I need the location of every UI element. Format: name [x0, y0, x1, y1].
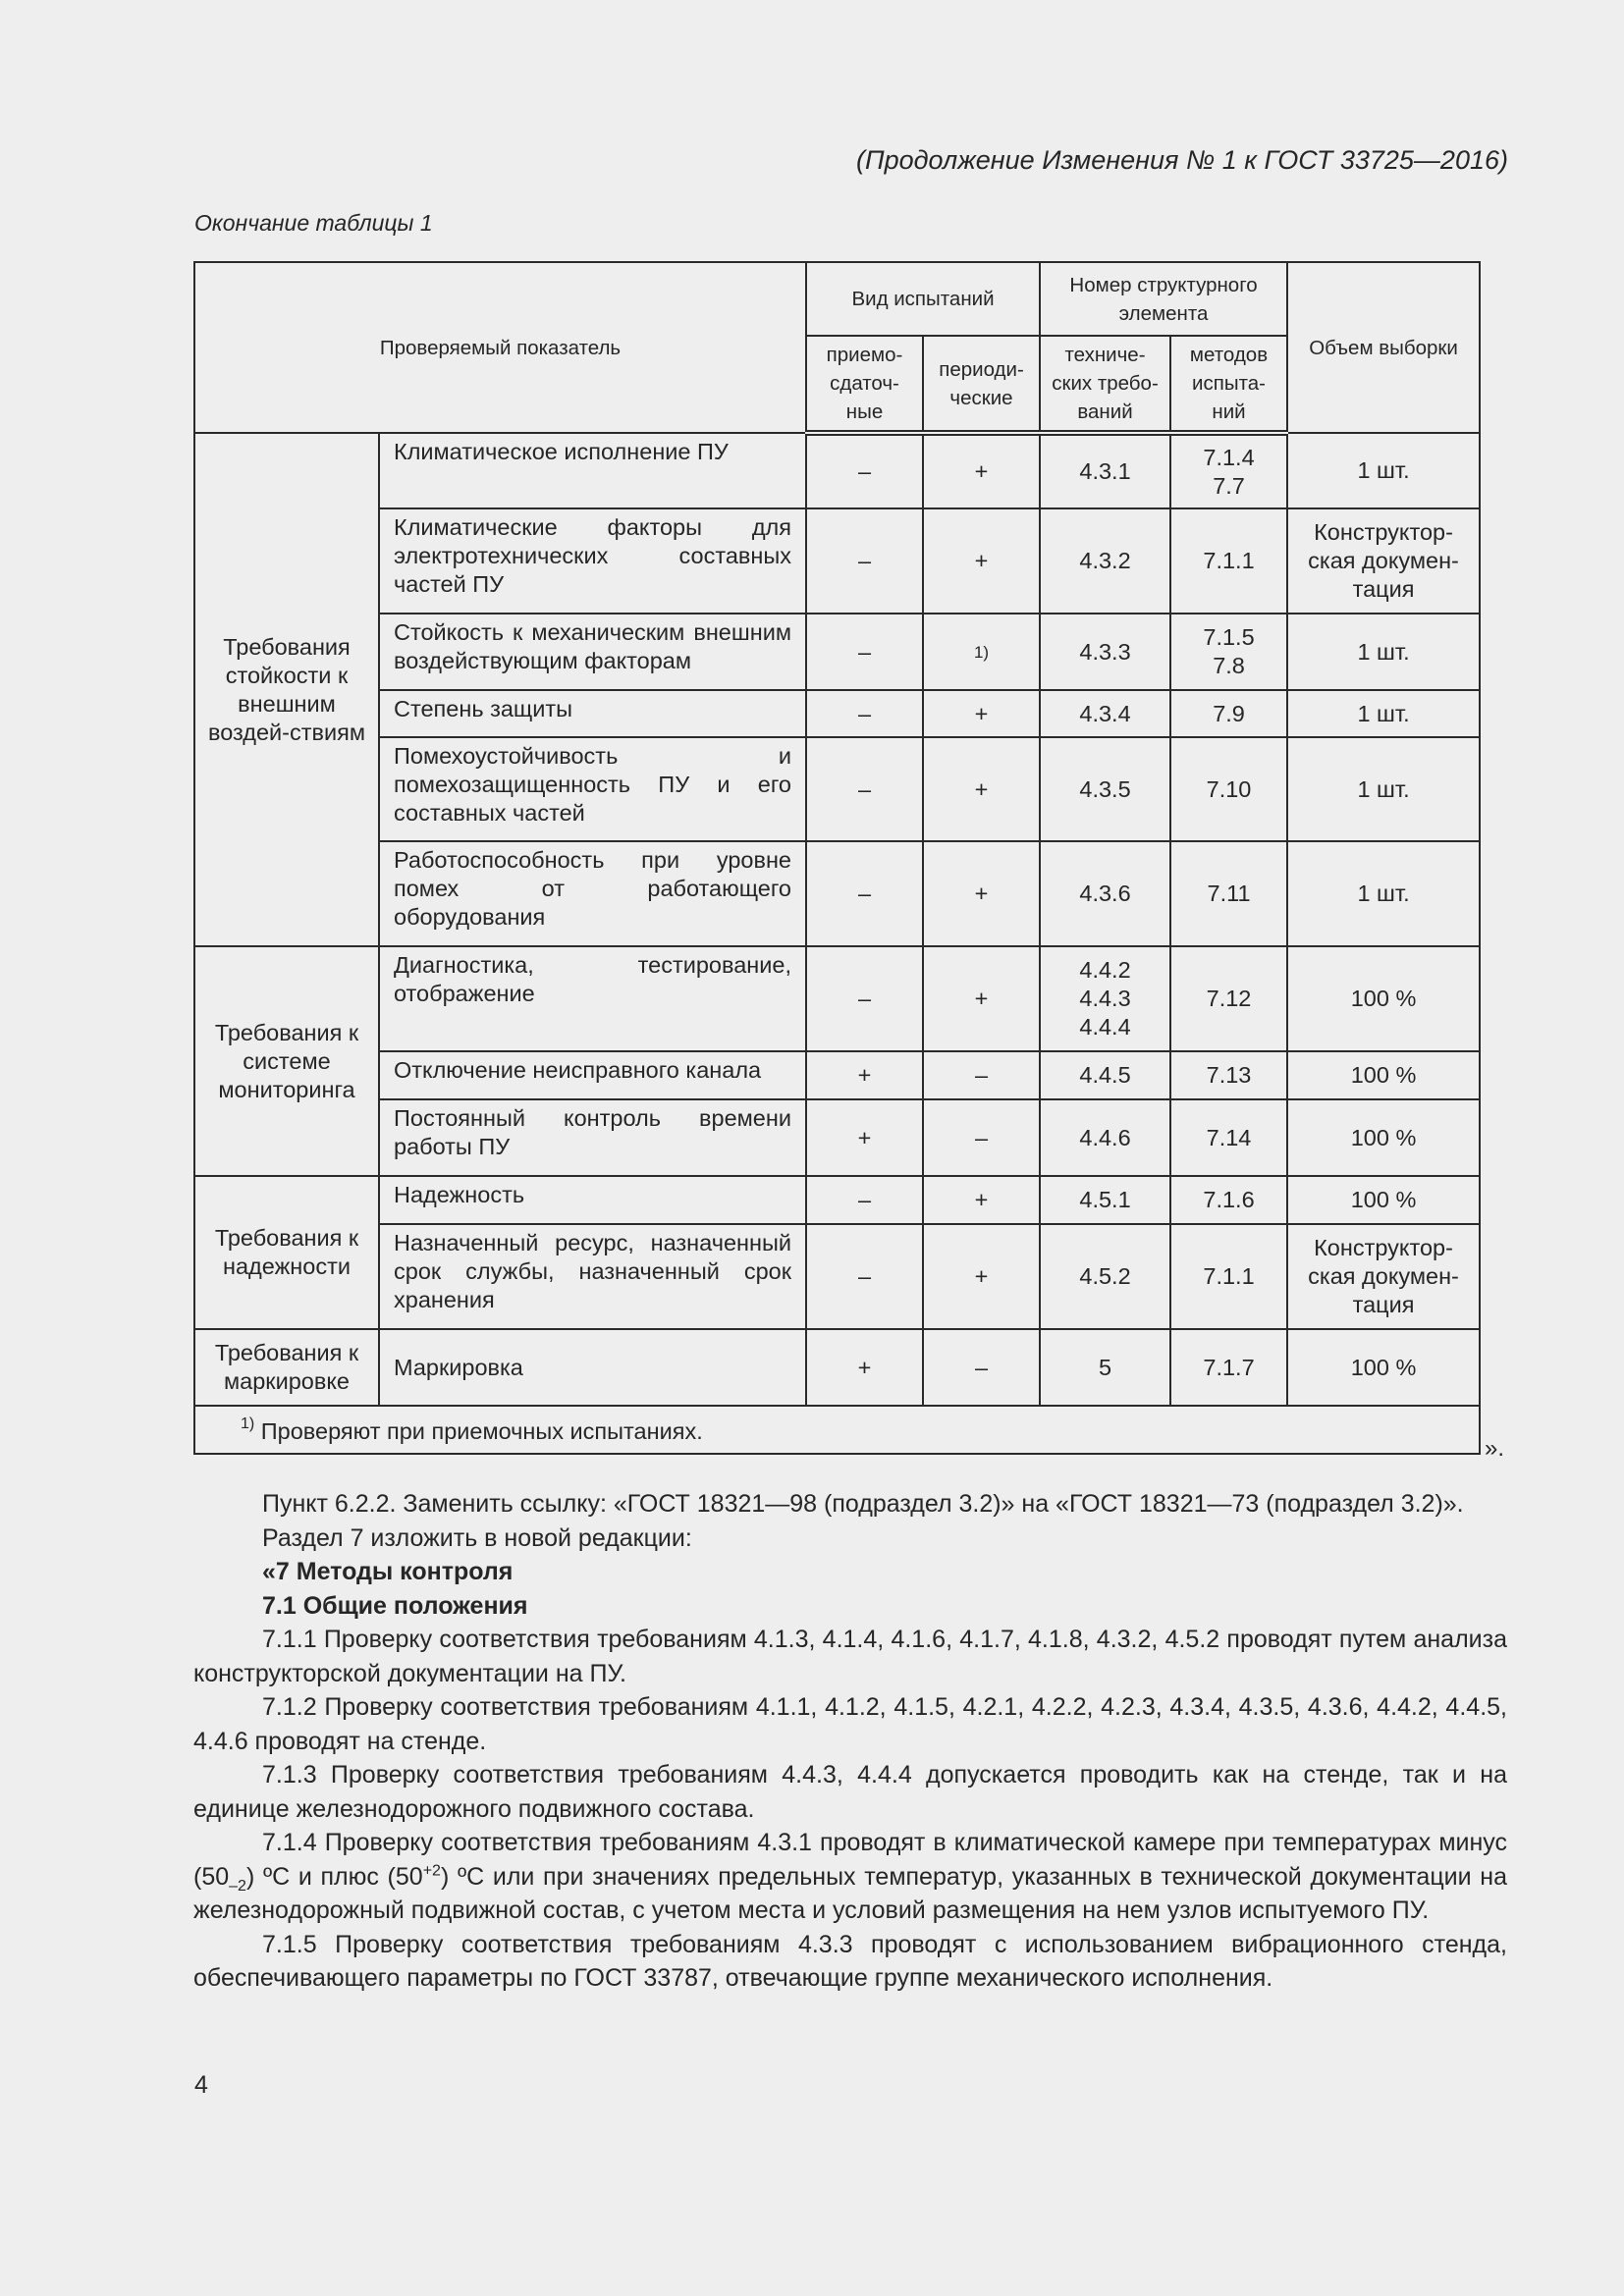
- header-test-type: Вид испытаний: [806, 262, 1040, 336]
- indicator-cell: Стойкость к механическим внешним воздействующим факторам: [379, 614, 806, 690]
- table-row: [194, 508, 1480, 614]
- table-row: [194, 737, 1480, 841]
- periodic-cell: –: [923, 1099, 1040, 1176]
- table-row: [194, 1329, 1480, 1406]
- periodic-cell: 1): [923, 614, 1040, 690]
- indicator-cell: Диагностика, тестирование, отображение: [379, 946, 806, 1051]
- acceptance-cell: +: [806, 1329, 923, 1406]
- paragraph: 7.1.3 Проверку соответствия требованиям 4.4.3, 4.4.4 допускается проводить как на стенде, так и на единице железнодорожного подвижного состава.: [193, 1761, 1507, 1823]
- sample-cell: 100 %: [1287, 1176, 1480, 1224]
- sample-cell: 100 %: [1287, 1329, 1480, 1406]
- table-caption: Окончание таблицы 1: [194, 210, 433, 236]
- tech-cell: 4.3.4: [1040, 690, 1170, 737]
- body-text: [193, 1487, 1507, 1996]
- acceptance-cell: –: [806, 737, 923, 841]
- acceptance-cell: –: [806, 433, 923, 508]
- acceptance-cell: –: [806, 1224, 923, 1329]
- header-element-number: Номер структурного элемента: [1040, 262, 1287, 336]
- acceptance-cell: –: [806, 841, 923, 946]
- table-row: [194, 946, 1480, 1051]
- methods-cell: 7.1.6: [1170, 1176, 1287, 1224]
- text-fragment: 7.1.4 Проверку соответствия требованиям 4.3.1 проводят в климатической камере при температурах минус (50: [193, 1829, 1507, 1891]
- subscript: –2: [229, 1877, 246, 1895]
- sample-cell: 100 %: [1287, 1099, 1480, 1176]
- subsection-heading: 7.1 Общие положения: [262, 1591, 528, 1620]
- sample-cell: 1 шт.: [1287, 433, 1480, 508]
- tech-cell: 4.5.1: [1040, 1176, 1170, 1224]
- tech-cell: 4.4.2 4.4.3 4.4.4: [1040, 946, 1170, 1051]
- tech-cell: 5: [1040, 1329, 1170, 1406]
- table-row: [194, 1176, 1480, 1224]
- running-head: (Продолжение Изменения № 1 к ГОСТ 33725—2016): [856, 145, 1508, 175]
- sample-cell: 100 %: [1287, 946, 1480, 1051]
- sample-cell: 1 шт.: [1287, 841, 1480, 946]
- group-cell: Требования к маркировке: [194, 1329, 379, 1406]
- periodic-cell: +: [923, 841, 1040, 946]
- tech-cell: 4.4.6: [1040, 1099, 1170, 1176]
- page-number: 4: [194, 2071, 208, 2099]
- indicator-cell: Климатические факторы для электротехнических составных частей ПУ: [379, 508, 806, 614]
- methods-cell: 7.1.1: [1170, 508, 1287, 614]
- methods-cell: 7.13: [1170, 1051, 1287, 1099]
- indicator-cell: Работоспособность при уровне помех от работающего оборудования: [379, 841, 806, 946]
- acceptance-cell: –: [806, 508, 923, 614]
- footnote-text: Проверяют при приемочных испытаниях.: [260, 1417, 703, 1444]
- paragraph: 7.1.1 Проверку соответствия требованиям 4.1.3, 4.1.4, 4.1.6, 4.1.7, 4.1.8, 4.3.2, 4.5.2 проводят путем анализа конструкторской документации на ПУ.: [193, 1626, 1507, 1687]
- header-element-tech: техниче- ских требо- ваний: [1040, 336, 1170, 433]
- periodic-cell: +: [923, 508, 1040, 614]
- periodic-cell: +: [923, 1176, 1040, 1224]
- table-row: [194, 433, 1480, 508]
- header-test-acceptance: приемо- сдаточ- ные: [806, 336, 923, 433]
- table-row: [194, 841, 1480, 946]
- indicator-cell: Постоянный контроль времени работы ПУ: [379, 1099, 806, 1176]
- section-heading: «7 Методы контроля: [262, 1558, 514, 1585]
- tech-cell: 4.4.5: [1040, 1051, 1170, 1099]
- sample-cell: 1 шт.: [1287, 614, 1480, 690]
- acceptance-cell: –: [806, 946, 923, 1051]
- paragraph: 7.1.5 Проверку соответствия требованиям 4.3.3 проводят с использованием вибрационного стенда, обеспечивающего параметры по ГОСТ 33787, отвечающие группе механического исполнения.: [193, 1930, 1507, 1992]
- periodic-cell: +: [923, 946, 1040, 1051]
- methods-cell: 7.1.4 7.7: [1170, 433, 1287, 508]
- paragraph: 7.1.2 Проверку соответствия требованиям 4.1.1, 4.1.2, 4.1.5, 4.2.1, 4.2.2, 4.2.3, 4.3.4, 4.3.5, 4.3.6, 4.4.2, 4.4.5, 4.4.6 проводят на стенде.: [193, 1693, 1507, 1755]
- methods-cell: 7.1.1: [1170, 1224, 1287, 1329]
- periodic-cell: +: [923, 690, 1040, 737]
- superscript: +2: [422, 1862, 441, 1880]
- sample-cell: 1 шт.: [1287, 737, 1480, 841]
- tech-cell: 4.3.6: [1040, 841, 1170, 946]
- tech-cell: 4.3.2: [1040, 508, 1170, 614]
- group-cell: Требования к надежности: [194, 1176, 379, 1329]
- indicator-cell: Помехоустойчивость и помехозащищенность ПУ и его составных частей: [379, 737, 806, 841]
- tech-cell: 4.5.2: [1040, 1224, 1170, 1329]
- sample-cell: 100 %: [1287, 1051, 1480, 1099]
- table-row: [194, 1099, 1480, 1176]
- header-test-periodic: периоди- ческие: [923, 336, 1040, 433]
- tech-cell: 4.3.5: [1040, 737, 1170, 841]
- close-quote: ».: [1485, 1435, 1505, 1462]
- indicator-cell: Назначенный ресурс, назначенный срок службы, назначенный срок хранения: [379, 1224, 806, 1329]
- text-fragment: ) ºС или при значениях предельных температур, указанных в технической документации на железнодорожный подвижной состав, с учетом места и условий размещения на нем узлов испытуемого ПУ.: [193, 1862, 1507, 1924]
- table-row: [194, 614, 1480, 690]
- methods-cell: 7.14: [1170, 1099, 1287, 1176]
- paragraph: Пункт 6.2.2. Заменить ссылку: «ГОСТ 18321—98 (подраздел 3.2)» на «ГОСТ 18321—73 (подраздел 3.2)».: [262, 1490, 1464, 1518]
- text-fragment: ) ºС и плюс (50: [245, 1862, 423, 1891]
- acceptance-cell: –: [806, 690, 923, 737]
- methods-cell: 7.1.5 7.8: [1170, 614, 1287, 690]
- group-cell: Требования стойкости к внешним воздей-ствиям: [194, 433, 379, 946]
- indicator-cell: Маркировка: [379, 1329, 806, 1406]
- acceptance-cell: +: [806, 1099, 923, 1176]
- periodic-cell: +: [923, 1224, 1040, 1329]
- acceptance-cell: +: [806, 1051, 923, 1099]
- periodic-cell: +: [923, 737, 1040, 841]
- table-row: [194, 1051, 1480, 1099]
- tech-cell: 4.3.1: [1040, 433, 1170, 508]
- indicator-cell: Надежность: [379, 1176, 806, 1224]
- footnote-mark: 1): [241, 1415, 255, 1433]
- table-row: [194, 1224, 1480, 1329]
- paragraph-temperature: [193, 1826, 1507, 1928]
- table-row: [194, 690, 1480, 737]
- acceptance-cell: –: [806, 1176, 923, 1224]
- header-indicator: Проверяемый показатель: [194, 262, 806, 433]
- acceptance-cell: –: [806, 614, 923, 690]
- paragraph: Раздел 7 изложить в новой редакции:: [262, 1523, 692, 1552]
- periodic-cell: –: [923, 1051, 1040, 1099]
- indicator-cell: Климатическое исполнение ПУ: [379, 433, 806, 508]
- sample-cell: Конструктор- ская докумен- тация: [1287, 508, 1480, 614]
- indicator-cell: Степень защиты: [379, 690, 806, 737]
- footnote-row: [194, 1406, 1480, 1454]
- test-table: [193, 261, 1481, 1455]
- indicator-cell: Отключение неисправного канала: [379, 1051, 806, 1099]
- header-element-methods: методов испыта- ний: [1170, 336, 1287, 433]
- group-cell: Требования к системе мониторинга: [194, 946, 379, 1176]
- periodic-cell: +: [923, 433, 1040, 508]
- sample-cell: Конструктор- ская докумен- тация: [1287, 1224, 1480, 1329]
- methods-cell: 7.10: [1170, 737, 1287, 841]
- header-sample: Объем выборки: [1287, 262, 1480, 433]
- methods-cell: 7.11: [1170, 841, 1287, 946]
- sample-cell: 1 шт.: [1287, 690, 1480, 737]
- footnote-cell: [194, 1406, 1480, 1454]
- methods-cell: 7.12: [1170, 946, 1287, 1051]
- periodic-cell: –: [923, 1329, 1040, 1406]
- methods-cell: 7.1.7: [1170, 1329, 1287, 1406]
- methods-cell: 7.9: [1170, 690, 1287, 737]
- tech-cell: 4.3.3: [1040, 614, 1170, 690]
